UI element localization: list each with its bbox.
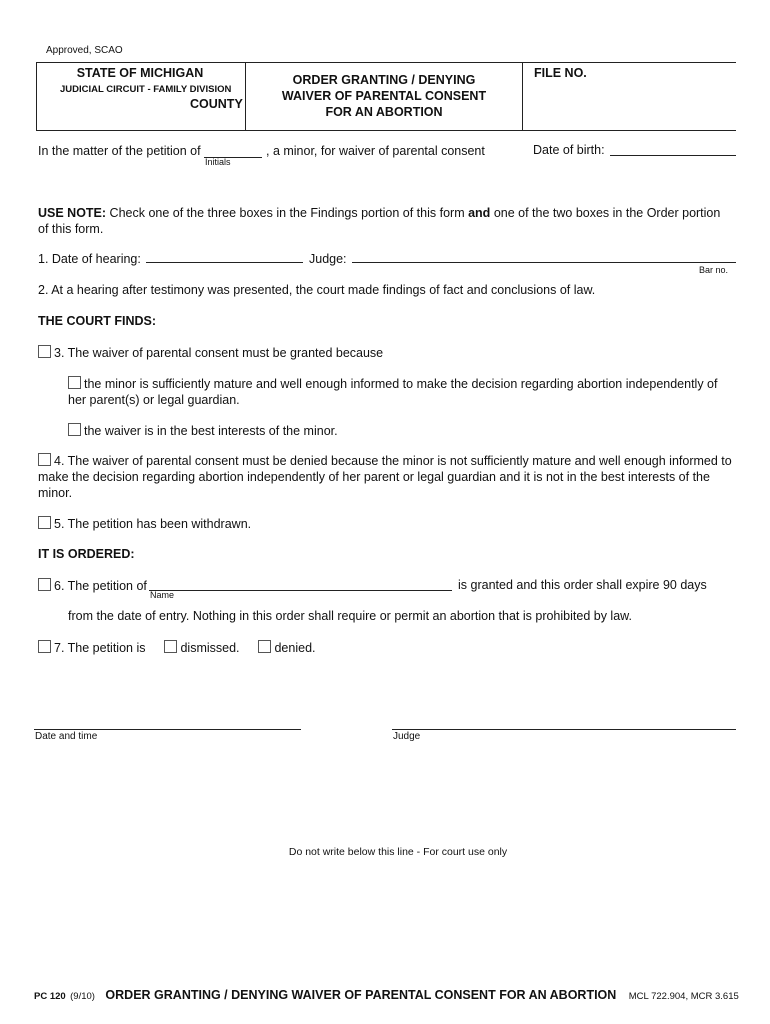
- findings-heading: THE COURT FINDS:: [38, 314, 157, 328]
- form-footer: [34, 986, 739, 1004]
- form-title: [250, 72, 518, 120]
- header-bottom-rule: [36, 130, 736, 131]
- item-2-text: 2. At a hearing after testimony was presented, the court made findings of fact and conclusions of law.: [38, 283, 596, 297]
- dismissed-label: dismissed.: [180, 641, 240, 655]
- header-divider-1: [245, 62, 246, 130]
- item-7: [38, 640, 316, 655]
- county-label: COUNTY: [190, 97, 243, 111]
- item-7-prefix: 7. The petition is: [54, 641, 146, 655]
- header-top-rule: [36, 62, 736, 63]
- item-3b: [68, 423, 338, 438]
- petitioner-name-field[interactable]: [149, 590, 452, 591]
- initials-label: Initials: [205, 157, 231, 167]
- item-3-checkbox[interactable]: [38, 345, 51, 358]
- hearing-date-label: 1. Date of hearing:: [38, 252, 141, 266]
- item-4: [38, 453, 736, 501]
- footer-statute: MCL 722.904, MCR 3.615: [628, 991, 739, 1002]
- file-no-label: FILE NO.: [534, 66, 587, 80]
- item-3a-text: the minor is sufficiently mature and well enough informed to make the decision regarding abortion independently of her parent(s) or legal guardian.: [68, 377, 718, 407]
- denied-checkbox[interactable]: [258, 640, 271, 653]
- dismissed-checkbox[interactable]: [164, 640, 177, 653]
- hearing-date-field[interactable]: [146, 262, 303, 263]
- use-note-text-b: one of the two boxes in the Order portion of this form.: [38, 206, 721, 236]
- item-3a-checkbox[interactable]: [68, 376, 81, 389]
- item-3-text: 3. The waiver of parental consent must be granted because: [54, 346, 384, 360]
- item-3: [38, 345, 383, 360]
- approval-note: Approved, SCAO: [46, 45, 123, 56]
- court-name: JUDICIAL CIRCUIT - FAMILY DIVISION: [60, 84, 232, 95]
- use-note-and: and: [468, 206, 491, 220]
- item-4-checkbox[interactable]: [38, 453, 51, 466]
- form-title-line1: ORDER GRANTING / DENYING: [292, 73, 476, 87]
- item-5-text: 5. The petition has been withdrawn.: [54, 517, 252, 531]
- denied-label: denied.: [274, 641, 316, 655]
- dob-field[interactable]: [610, 155, 736, 156]
- header-left-border: [36, 62, 37, 130]
- use-note-text-a: Check one of the three boxes in the Findings portion of this form: [109, 206, 465, 220]
- item-6-prefix: 6. The petition of: [54, 579, 147, 593]
- matter-prefix: In the matter of the petition of: [38, 144, 201, 158]
- date-time-label: Date and time: [35, 731, 98, 742]
- item-5: [38, 516, 251, 531]
- matter-suffix: , a minor, for waiver of parental consent: [266, 144, 485, 158]
- judge-label: Judge:: [309, 252, 347, 266]
- ordered-heading: IT IS ORDERED:: [38, 547, 135, 561]
- form-number: PC 120: [34, 991, 66, 1002]
- bar-no-label: Bar no.: [699, 265, 729, 275]
- item-5-checkbox[interactable]: [38, 516, 51, 529]
- use-note: [38, 205, 733, 237]
- form-revision: (9/10): [70, 991, 95, 1002]
- item-3b-checkbox[interactable]: [68, 423, 81, 436]
- form-title-line2: WAIVER OF PARENTAL CONSENT: [281, 89, 487, 103]
- footer-title: ORDER GRANTING / DENYING WAIVER OF PARENTAL CONSENT FOR AN ABORTION: [105, 988, 617, 1002]
- item-6-checkbox[interactable]: [38, 578, 51, 591]
- state-title: STATE OF MICHIGAN: [76, 66, 204, 80]
- item-4-text: 4. The waiver of parental consent must be denied because the minor is not sufficiently mature and well enough informed to make the decision regarding abortion independently of her parent or legal guardian and it is not in the best interests of the minor.: [38, 454, 732, 500]
- item-3b-text: the waiver is in the best interests of the minor.: [84, 424, 338, 438]
- item-3a: [68, 376, 734, 408]
- item-6-line2: from the date of entry. Nothing in this order shall require or permit an abortion that is prohibited by law.: [68, 609, 632, 623]
- judge-signature-label: Judge: [393, 731, 421, 742]
- form-title-line3: FOR AN ABORTION: [325, 105, 443, 119]
- header-divider-2: [522, 62, 523, 130]
- dob-label: Date of birth:: [533, 143, 605, 157]
- item-6-suffix: is granted and this order shall expire 90 days: [458, 578, 707, 592]
- item-6: [38, 578, 147, 593]
- judge-signature-field[interactable]: [392, 729, 736, 730]
- use-note-label: USE NOTE:: [38, 206, 107, 220]
- date-time-field[interactable]: [34, 729, 301, 730]
- item-7-checkbox[interactable]: [38, 640, 51, 653]
- judge-field[interactable]: [352, 262, 736, 263]
- court-use-notice: Do not write below this line - For court use only: [288, 846, 508, 858]
- petitioner-name-label: Name: [150, 590, 175, 600]
